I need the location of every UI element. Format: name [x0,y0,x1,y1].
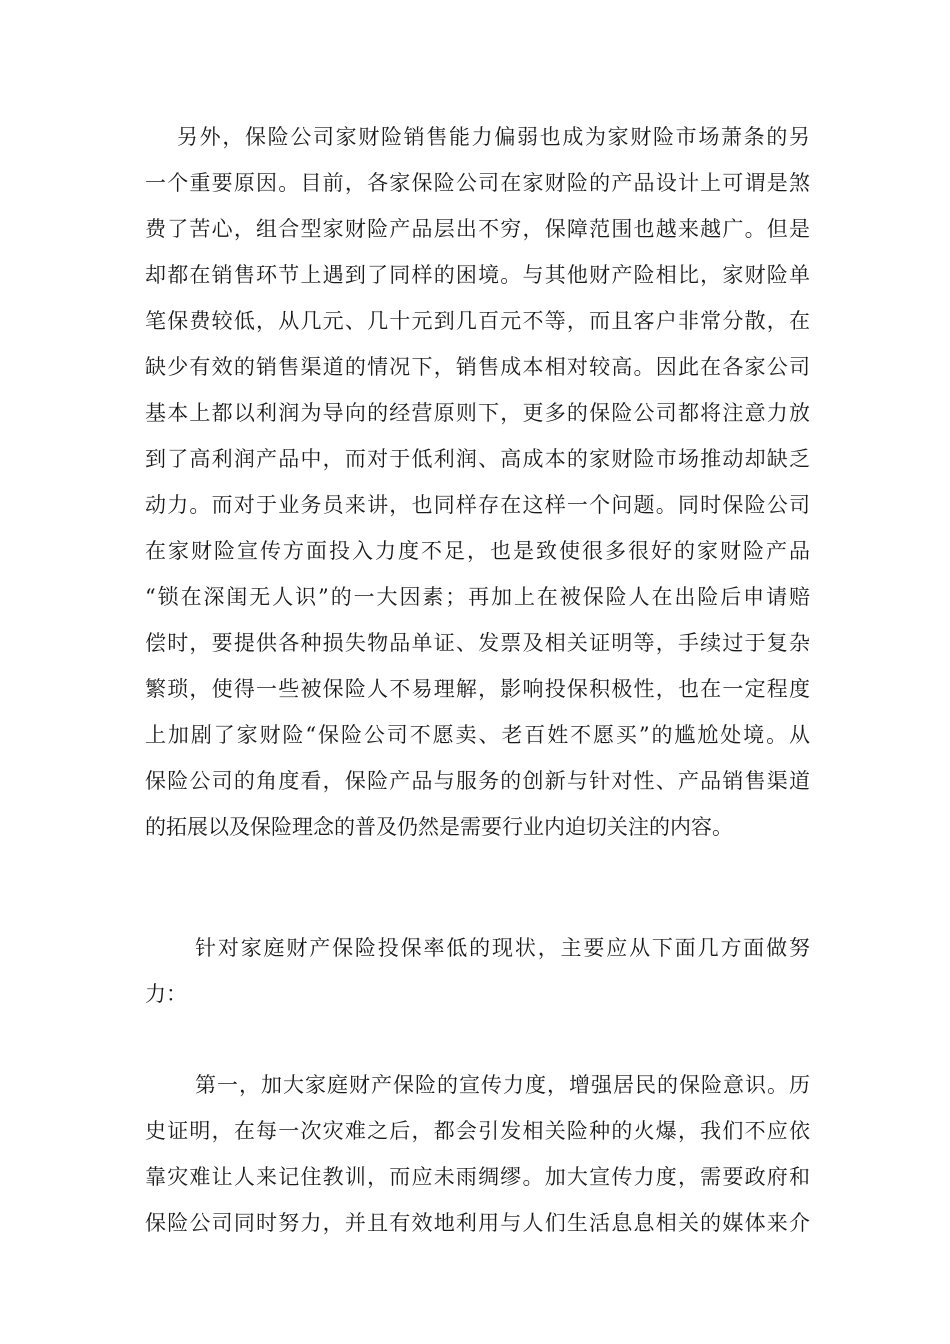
paragraph-line: 动力。而对于业务员来讲，也同样存在这样一个问题。同时保险公司 [145,493,810,517]
paragraph-sales-weakness [145,114,810,850]
paragraph-line: 上加剧了家财险“保险公司不愿卖、老百姓不愿买”的尴尬处境。从 [145,723,810,747]
paragraph-line: 力： [145,982,187,1006]
paragraph-line: 第一，加大家庭财产保险的宣传力度，增强居民的保险意识。历 [195,1073,810,1097]
paragraph-line: 另外，保险公司家财险销售能力偏弱也成为家财险市场萧条的另 [177,125,810,149]
paragraph-line: “锁在深闺无人识”的一大因素；再加上在被保险人在出险后申请赔 [145,585,810,609]
paragraph-line: 偿时，要提供各种损失物品单证、发票及相关证明等，手续过于复杂 [145,631,810,655]
paragraph-measures-intro [145,925,810,1017]
paragraph-line: 针对家庭财产保险投保率低的现状，主要应从下面几方面做努 [195,936,810,960]
paragraph-line: 保险公司同时努力，并且有效地利用与人们生活息息相关的媒体来介 [145,1211,810,1235]
paragraph-line: 费了苦心，组合型家财险产品层出不穷，保障范围也越来越广。但是 [145,217,810,241]
paragraph-first-measure [145,1062,810,1246]
paragraph-line: 到了高利润产品中，而对于低利润、高成本的家财险市场推动却缺乏 [145,447,810,471]
paragraph-line: 一个重要原因。目前，各家保险公司在家财险的产品设计上可谓是煞 [145,171,810,195]
paragraph-line: 史证明，在每一次灾难之后，都会引发相关险种的火爆，我们不应依 [145,1119,810,1143]
paragraph-line: 缺少有效的销售渠道的情况下，销售成本相对较高。因此在各家公司 [145,355,810,379]
paragraph-line: 靠灾难让人来记住教训，而应未雨绸缪。加大宣传力度，需要政府和 [145,1165,810,1189]
paragraph-line: 基本上都以利润为导向的经营原则下，更多的保险公司都将注意力放 [145,401,810,425]
paragraph-line: 笔保费较低，从几元、几十元到几百元不等，而且客户非常分散，在 [145,309,810,333]
paragraph-line: 繁琐，使得一些被保险人不易理解，影响投保积极性，也在一定程度 [145,677,810,701]
paragraph-line: 保险公司的角度看，保险产品与服务的创新与针对性、产品销售渠道 [145,769,810,793]
paragraph-line: 的拓展以及保险理念的普及仍然是需要行业内迫切关注的内容。 [145,815,733,839]
paragraph-line: 却都在销售环节上遇到了同样的困境。与其他财产险相比，家财险单 [145,263,810,287]
paragraph-line: 在家财险宣传方面投入力度不足，也是致使很多很好的家财险产品 [145,539,810,563]
